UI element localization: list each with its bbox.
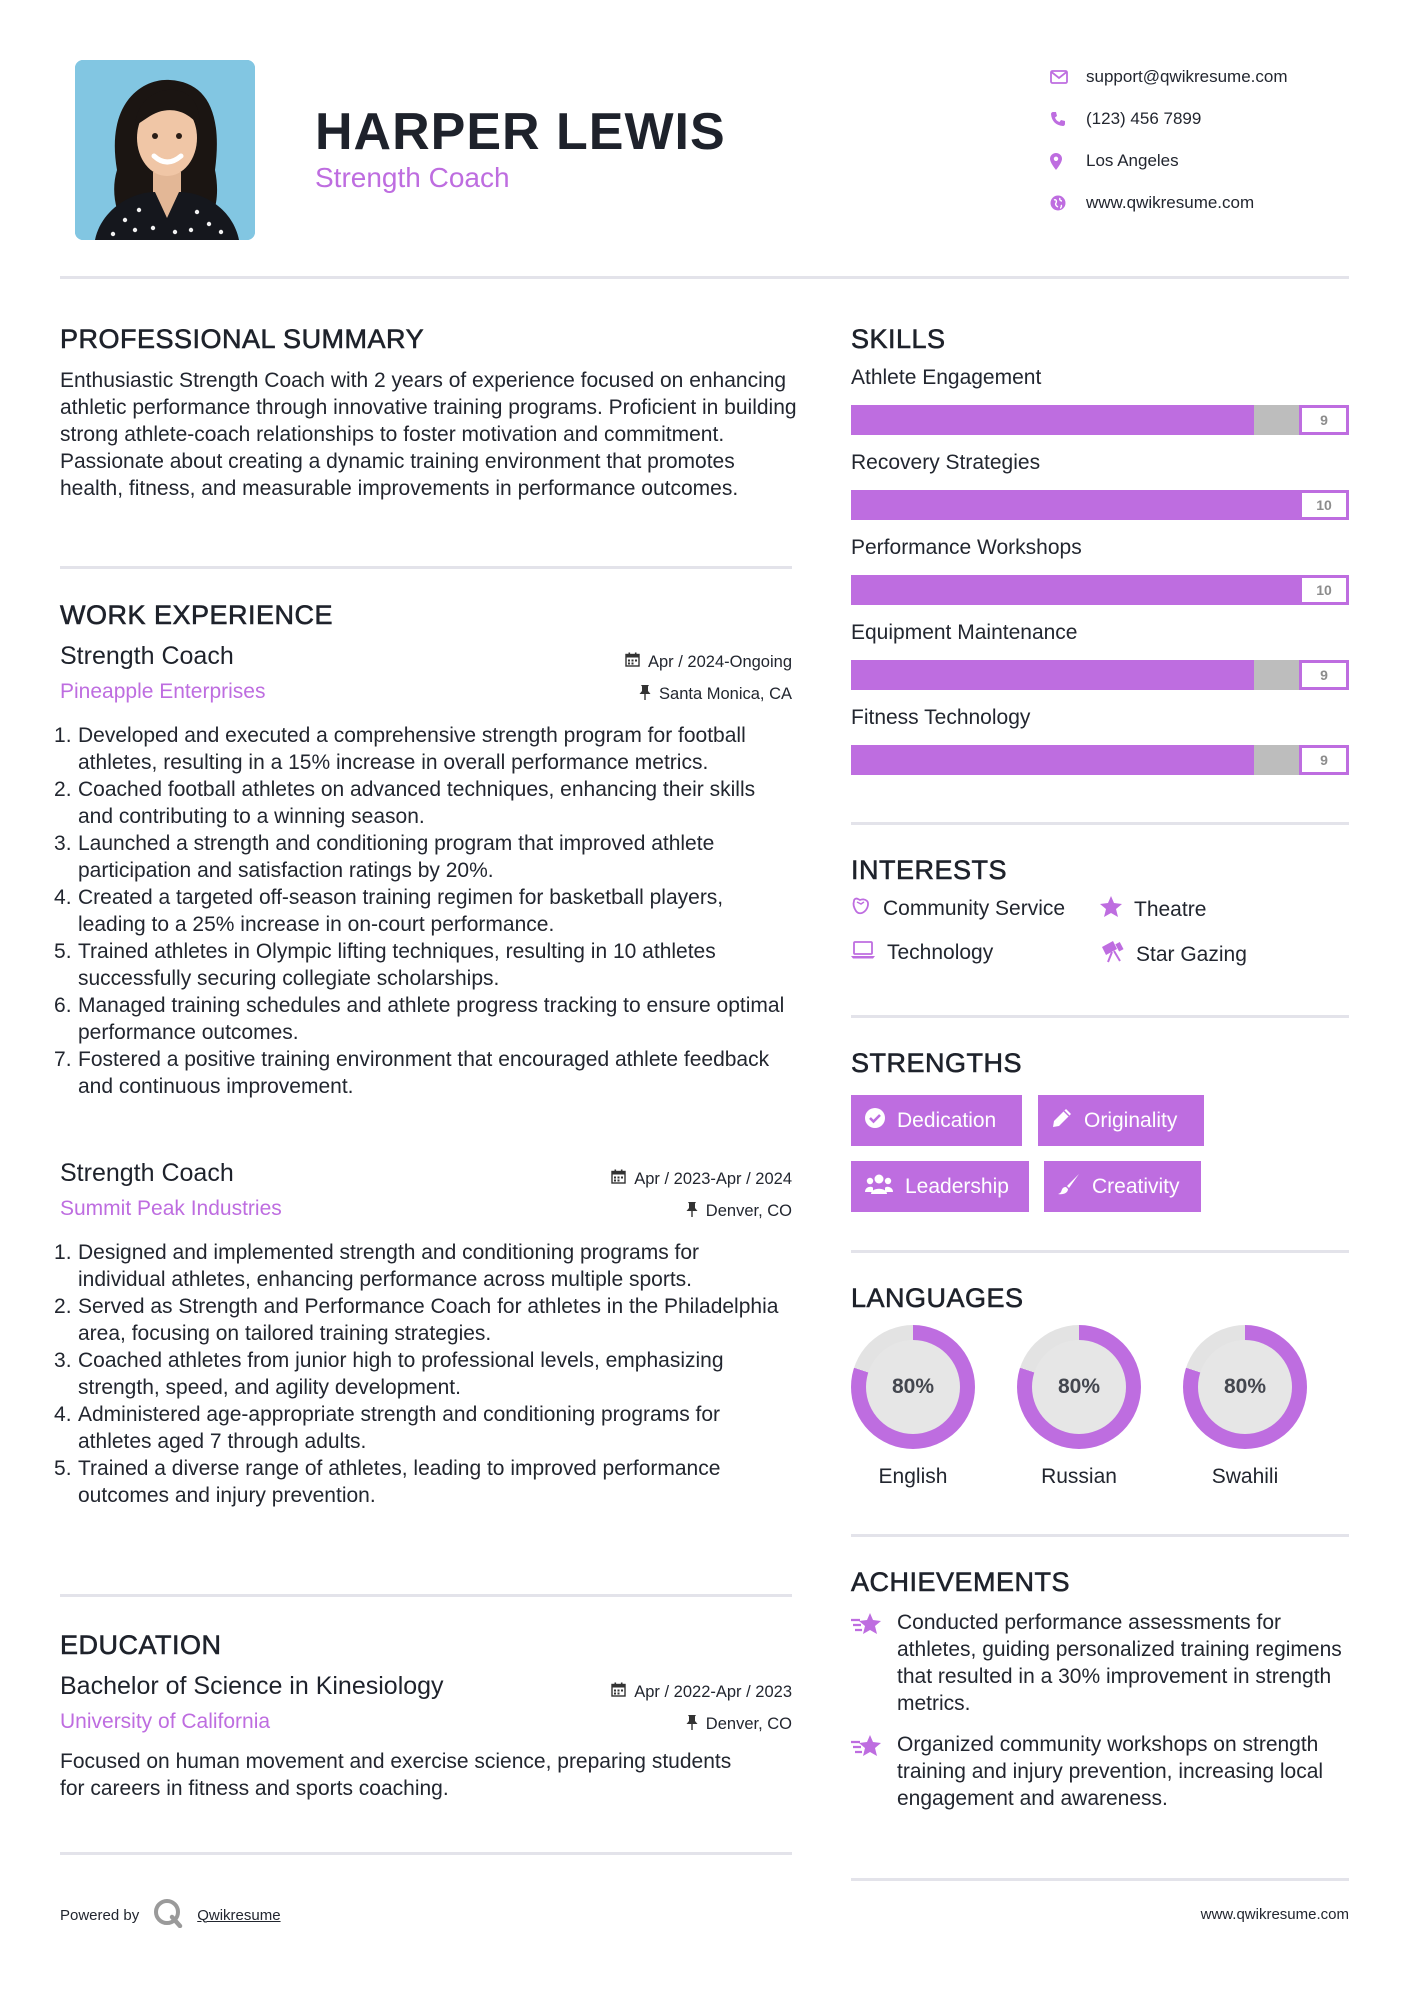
skill-bar-fill xyxy=(851,490,1349,520)
language-item xyxy=(1017,1325,1141,1489)
job-location-text: Denver, CO xyxy=(705,1202,792,1220)
interest-label: Community Service xyxy=(883,897,1066,920)
website-text: www.qwikresume.com xyxy=(1086,193,1255,212)
users-icon xyxy=(865,1174,893,1200)
job-dates-text: Apr / 2024-Ongoing xyxy=(647,652,792,671)
skill-bar-fill xyxy=(851,745,1254,775)
skill-score: 9 xyxy=(1299,660,1349,690)
achievement-item xyxy=(851,1609,1349,1717)
calendar-icon xyxy=(611,1169,626,1189)
languages-heading: LANGUAGES xyxy=(851,1283,1024,1313)
strength-label: Originality xyxy=(1084,1108,1178,1132)
skills-heading: SKILLS xyxy=(851,324,946,354)
duty-item: Served as Strength and Performance Coach for athletes in the Philadelphia area, focusing on tailored training strategies. xyxy=(78,1295,779,1345)
interest-label: Star Gazing xyxy=(1136,943,1247,966)
language-percent: 80% xyxy=(1032,1340,1126,1434)
laptop-icon xyxy=(851,941,875,965)
interest-item xyxy=(1100,941,1247,969)
skill-bar-fill xyxy=(851,660,1254,690)
skill-score: 9 xyxy=(1299,745,1349,775)
language-item xyxy=(1183,1325,1307,1489)
skill-bar-fill xyxy=(851,405,1254,435)
skill-score: 10 xyxy=(1299,490,1349,520)
school-name: University of California xyxy=(60,1710,271,1733)
duty-item: Coached athletes from junior high to professional levels, emphasizing strength, speed, and agility development. xyxy=(78,1349,724,1399)
job-title: Strength Coach xyxy=(60,1159,234,1187)
duty-item: Trained a diverse range of athletes, leading to improved performance outcomes and injury prevention. xyxy=(78,1457,721,1507)
shooting-star-icon xyxy=(851,1609,885,1717)
interest-label: Technology xyxy=(887,941,994,964)
achievement-item xyxy=(851,1731,1349,1812)
skill-bar xyxy=(851,405,1349,435)
company-name: Summit Peak Industries xyxy=(60,1197,282,1220)
job-location xyxy=(686,1201,792,1222)
skill-score: 9 xyxy=(1299,405,1349,435)
job-dates xyxy=(625,652,792,672)
language-percent: 80% xyxy=(1198,1340,1292,1434)
star-icon xyxy=(1100,896,1122,923)
interests-divider xyxy=(851,1015,1349,1018)
email-text: support@qwikresume.com xyxy=(1086,67,1288,86)
strength-label: Dedication xyxy=(897,1108,997,1132)
helping-hand-icon xyxy=(851,896,871,922)
skill-score: 10 xyxy=(1299,575,1349,605)
interest-item xyxy=(851,896,1065,922)
education-dates xyxy=(611,1682,792,1702)
education-divider xyxy=(60,1852,792,1855)
summary-divider xyxy=(60,566,792,569)
job-entry xyxy=(60,1159,792,1539)
candidate-name: HARPER LEWIS xyxy=(315,103,726,161)
duty-item: Administered age-appropriate strength and conditioning programs for athletes aged 7 through adults. xyxy=(78,1403,721,1453)
skill-bar xyxy=(851,490,1349,520)
skill-bar xyxy=(851,575,1349,605)
calendar-icon xyxy=(611,1682,626,1702)
right-column xyxy=(851,0,1349,1990)
interest-item xyxy=(1100,896,1206,923)
duty-item: Trained athletes in Olympic lifting techniques, resulting in 10 athletes successfully securing collegiate scholarships. xyxy=(78,940,716,990)
duty-item: Fostered a positive training environment that encouraged athlete feedback and continuous improvement. xyxy=(78,1048,770,1098)
language-item xyxy=(851,1325,975,1489)
candidate-role: Strength Coach xyxy=(315,162,510,193)
calendar-icon xyxy=(625,652,640,672)
strength-badge xyxy=(851,1161,1029,1212)
degree-title: Bachelor of Science in Kinesiology xyxy=(60,1672,444,1700)
language-percent: 80% xyxy=(866,1340,960,1434)
strength-badge xyxy=(1044,1161,1201,1212)
strengths-heading: STRENGTHS xyxy=(851,1048,1023,1078)
brand-link[interactable]: Qwikresume xyxy=(197,1906,281,1924)
language-progress-ring xyxy=(1183,1325,1307,1449)
job-location-text: Santa Monica, CA xyxy=(659,685,792,703)
footer-website[interactable]: www.qwikresume.com xyxy=(1200,1906,1349,1923)
skill-name: Fitness Technology xyxy=(851,706,1031,729)
interest-label: Theatre xyxy=(1134,897,1207,921)
achievements-heading: ACHIEVEMENTS xyxy=(851,1567,1071,1597)
language-name: Russian xyxy=(1041,1465,1117,1488)
pencil-icon xyxy=(1052,1108,1072,1134)
pushpin-icon xyxy=(639,684,651,705)
language-progress-ring xyxy=(1017,1325,1141,1449)
portrait-image xyxy=(75,60,255,240)
strengths-divider xyxy=(851,1250,1349,1253)
job-location xyxy=(639,684,792,705)
interest-item xyxy=(851,941,993,965)
duty-item: Managed training schedules and athlete progress tracking to ensure optimal performance outcomes. xyxy=(78,994,785,1044)
duty-item: Designed and implemented strength and conditioning programs for individual athletes, enhancing performance across multiple sports. xyxy=(78,1241,700,1291)
pushpin-icon xyxy=(686,1201,698,1222)
profile-photo xyxy=(75,60,255,240)
job-dates-text: Apr / 2023-Apr / 2024 xyxy=(634,1169,792,1188)
duty-item: Coached football athletes on advanced techniques, enhancing their skills and contributing to a winning season. xyxy=(78,778,756,828)
skill-bar-fill xyxy=(851,575,1349,605)
phone-text: (123) 456 7899 xyxy=(1086,109,1202,128)
language-name: Swahili xyxy=(1211,1465,1279,1488)
job-duties-list xyxy=(60,1239,792,1509)
education-dates-text: Apr / 2022-Apr / 2023 xyxy=(634,1682,792,1701)
job-entry xyxy=(60,642,792,1132)
strength-badge xyxy=(1038,1095,1204,1146)
skill-name: Athlete Engagement xyxy=(851,366,1042,389)
job-duties-list xyxy=(60,722,792,1100)
education-entry xyxy=(60,1672,792,1812)
interests-heading: INTERESTS xyxy=(851,855,1008,885)
achievement-text: Organized community workshops on strength training and injury prevention, increasing local engagement and awareness. xyxy=(897,1733,1324,1810)
skill-bar xyxy=(851,660,1349,690)
duty-item: Created a targeted off-season training regimen for basketball players, leading to a 25% increase in on-court performance. xyxy=(78,886,724,936)
skill-name: Recovery Strategies xyxy=(851,451,1041,474)
paint-brush-icon xyxy=(1058,1173,1080,1201)
duty-item: Launched a strength and conditioning program that improved athlete participation and satisfaction ratings by 20%. xyxy=(78,832,715,882)
summary-text: Enthusiastic Strength Coach with 2 years of experience focused on enhancing athletic performance through innovative training programs. Proficient in building strong athlete-coach relationships to foster motivation and commitment. Passionate about creating a dynamic training environment that promotes health, fitness, and measurable improvements in performance outcomes. xyxy=(60,369,797,500)
work-divider xyxy=(60,1594,792,1597)
telescope-icon xyxy=(1100,941,1124,969)
job-dates xyxy=(611,1169,792,1189)
skill-bar xyxy=(851,745,1349,775)
strength-badge xyxy=(851,1095,1022,1146)
strength-label: Creativity xyxy=(1092,1174,1180,1198)
footer-branding xyxy=(60,1898,281,1932)
shooting-star-icon xyxy=(851,1731,885,1812)
skills-divider xyxy=(851,822,1349,825)
location-text: Los Angeles xyxy=(1086,151,1179,170)
education-location-text: Denver, CO xyxy=(705,1715,792,1733)
skill-name: Equipment Maintenance xyxy=(851,621,1078,644)
strength-label: Leadership xyxy=(905,1174,1009,1198)
qwikresume-logo-icon xyxy=(153,1898,183,1932)
skill-name: Performance Workshops xyxy=(851,536,1082,559)
company-name: Pineapple Enterprises xyxy=(60,680,266,703)
achievements-divider xyxy=(851,1878,1349,1881)
education-location xyxy=(686,1714,792,1735)
summary-heading: PROFESSIONAL SUMMARY xyxy=(60,324,425,354)
check-circle-icon xyxy=(865,1108,885,1134)
powered-by-text: Powered by xyxy=(60,1906,140,1924)
achievement-text: Conducted performance assessments for athletes, guiding personalized training regimens that resulted in a 30% improvement in strength metrics. xyxy=(897,1611,1342,1715)
education-heading: EDUCATION xyxy=(60,1630,222,1660)
language-name: English xyxy=(878,1465,948,1488)
work-heading: WORK EXPERIENCE xyxy=(60,600,334,630)
job-title: Strength Coach xyxy=(60,642,234,670)
education-description: Focused on human movement and exercise science, preparing students for careers in fitness and sports coaching. xyxy=(60,1750,732,1800)
pushpin-icon xyxy=(686,1714,698,1735)
languages-divider xyxy=(851,1534,1349,1537)
language-progress-ring xyxy=(851,1325,975,1449)
duty-item: Developed and executed a comprehensive strength program for football athletes, resulting in a 15% increase in overall performance metrics. xyxy=(78,724,746,774)
